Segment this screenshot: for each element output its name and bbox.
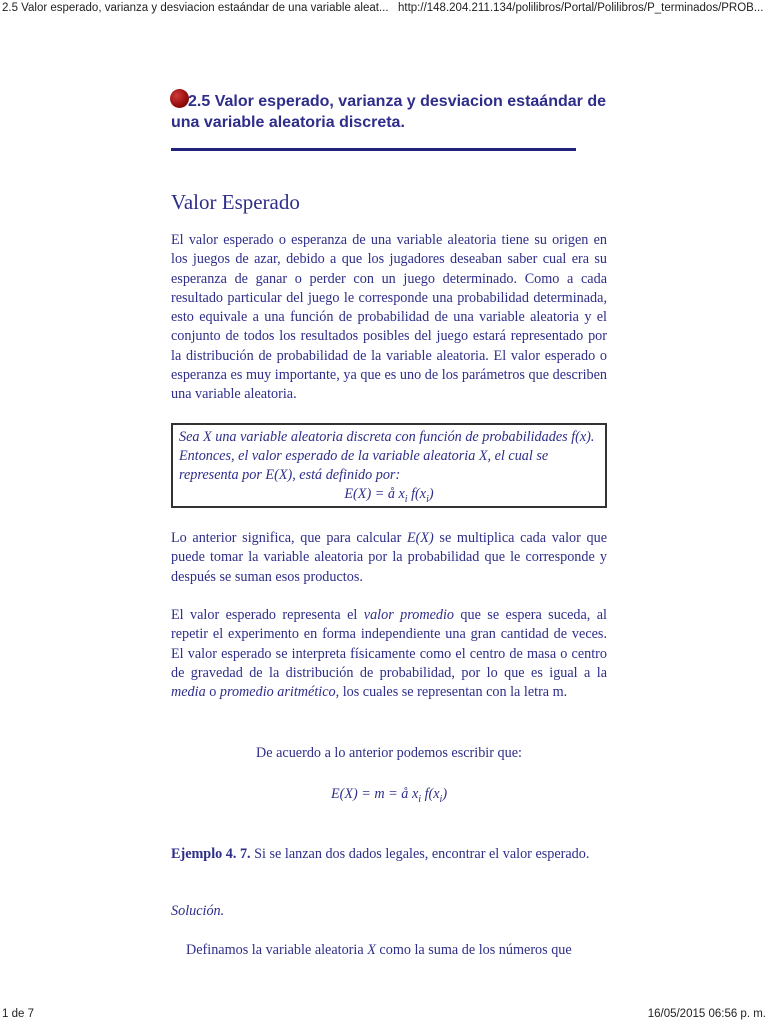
- formula2-sub-i-2: i: [439, 793, 443, 805]
- formula2-mid: f(x: [421, 786, 440, 802]
- p2-text-a: Lo anterior significa, que para calcular: [171, 530, 407, 546]
- formula-mid: f(x: [407, 486, 427, 502]
- example-paragraph: [171, 845, 607, 864]
- p3-text-c: o: [205, 684, 220, 701]
- definition-formula: [179, 485, 599, 509]
- p2-ex: E(X): [406, 530, 434, 546]
- print-datetime: 16/05/2015 06:56 p. m.: [647, 1008, 766, 1020]
- title-divider: [171, 148, 576, 151]
- example-label: Ejemplo 4. 7.: [171, 846, 251, 862]
- definition-box: [171, 423, 607, 508]
- mean-paragraph: [171, 606, 607, 702]
- intro-paragraph: El valor esperado o esperanza de una variable aleatoria tiene su origen en los juegos de azar, debido a que los jugadores deseaban saber cual era su esperanza de ganar o perder con un juego determinado. Como a cada resultado particular del juego le corresponde una probabilidad determinada, esto equivale a una función de probabilidad de una variable aleatoria y el conjunto de todos los resultados posibles del juego estará representado por la distribución de probabilidad de la variable aleatoria. El valor esperado o esperanza es muy importante, ya que es uno de los parámetros que describen una variable aleatoria.: [171, 232, 607, 403]
- print-footer: [0, 1008, 768, 1024]
- p2-text-b: se multiplica cada valor que puede tomar la variable aleatoria por la probabilidad que le corresponde y después se suman esos productos.: [171, 530, 608, 585]
- formula2-end: ): [442, 786, 448, 802]
- document-title: [171, 91, 621, 133]
- p3-valor-promedio: valor promedio: [363, 607, 454, 623]
- solution-first-line: [186, 941, 607, 960]
- document-title-text: 2.5 Valor esperado, varianza y desviacion estaándar de una variable aleatoria discreta.: [171, 93, 606, 131]
- page-count: 1 de 7: [2, 1008, 34, 1020]
- page-url[interactable]: http://148.204.211.134/polilibros/Portal/Polilibros/P_terminados/PROB...: [398, 2, 764, 14]
- formula2-sub-i: i: [418, 793, 422, 805]
- formula-lhs: E(X) = å x: [344, 486, 405, 502]
- formula-end: ): [428, 486, 434, 502]
- page-title-header: 2.5 Valor esperado, varianza y desviacion estaándar de una variable aleat...: [2, 2, 389, 14]
- p3-text-a: El valor esperado representa el: [171, 607, 364, 623]
- p3-promedio-aritmetico: promedio aritmético: [219, 684, 336, 701]
- p3-text-d: , los cuales se representan con la letra m.: [335, 684, 568, 701]
- section-heading: Valor Esperado: [171, 190, 300, 214]
- p3-media: media: [171, 684, 206, 701]
- example-text: Si se lanzan dos dados legales, encontrar el valor esperado.: [250, 846, 590, 862]
- expected-value-formula: [171, 786, 607, 805]
- solution-label: [171, 902, 607, 921]
- print-header: [0, 0, 768, 20]
- last-line-x: X: [367, 942, 376, 958]
- solution-text: Solución.: [171, 903, 225, 919]
- last-line-a: Definamos la variable aleatoria: [186, 942, 368, 958]
- formula-sub-i: i: [404, 493, 408, 505]
- explanation-paragraph: [171, 529, 607, 587]
- lead-in-text: De acuerdo a lo anterior podemos escribir que:: [256, 745, 522, 761]
- definition-text: Sea X una variable aleatoria discreta con función de probabilidades f(x). Entonces, el valor esperado de la variable aleatoria X, el cual se representa por E(X), está definido por:: [179, 429, 595, 483]
- formula2-lhs: E(X) = m = å x: [330, 786, 419, 802]
- p3-text-b: que se espera suceda, al repetir el experimento en forma independiente una gran cantidad de veces. El valor esperado se interpreta físicamente como el centro de masa o centro de gravedad de la distribución de probabilidad, por lo que es igual a la: [171, 607, 607, 681]
- last-line-b: como la suma de los números que: [375, 942, 572, 958]
- formula-sub-i-2: i: [426, 493, 429, 505]
